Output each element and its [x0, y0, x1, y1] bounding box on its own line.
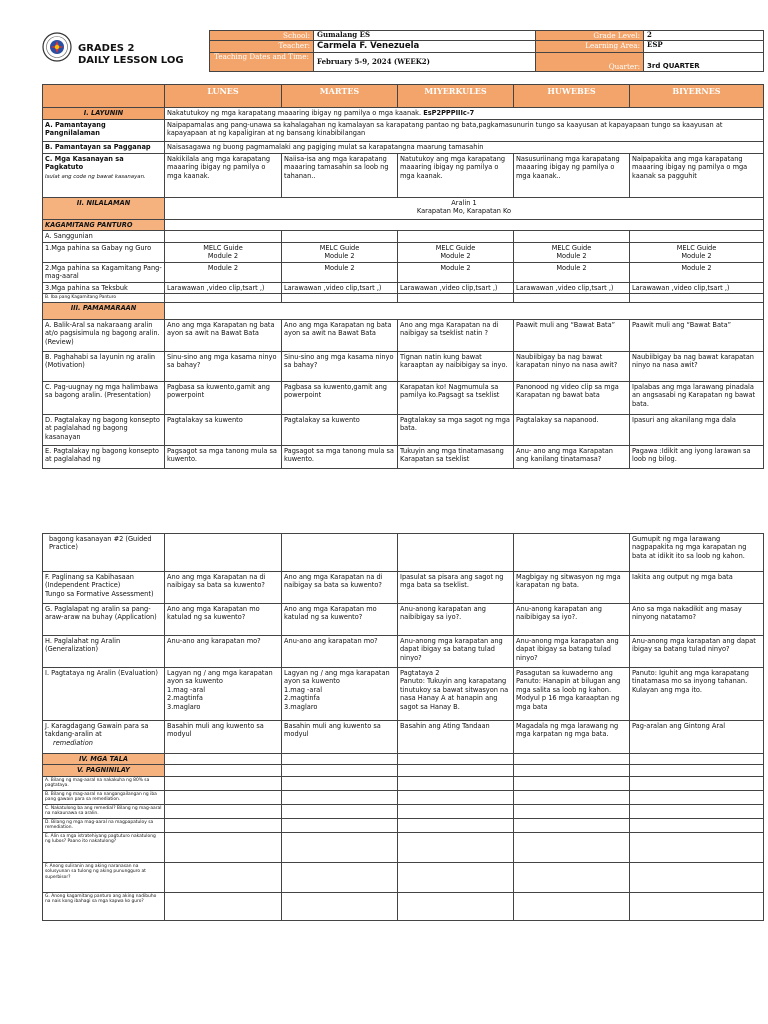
row-cell: Anu-anong karapatan ang naibibigay sa iyo?.: [514, 604, 630, 636]
row-cell: Pagtalakay sa mga sagot ng mga bata.: [398, 414, 514, 445]
blank-cell: [514, 294, 630, 303]
iba-pang-kagamitan-label: B. Iba pang Kagamitang Panturo: [43, 294, 165, 303]
school-label: School:: [210, 31, 314, 41]
row-cell: Anu-ano ang karapatan mo?: [282, 636, 398, 668]
kasanayan-cell: Naiisa-isa ang mga karapatang maaaring tamasahin sa loob ng tahanan..: [282, 154, 398, 198]
reflect-label: B. Bilang ng mag-aaral na nangangailangan ng iba pang gawain para sa remediation.: [43, 790, 165, 804]
blank-cell: [282, 804, 398, 818]
row-cell: Paawit muli ang “Bawat Bata”: [630, 319, 764, 351]
row-cell: Basahin ang Ating Tandaan: [398, 721, 514, 754]
kagamitang-mag-aaral-label: 2.Mga pahina sa Kagamitang Pang-mag-aaral: [43, 262, 165, 282]
gabay-guro-cell: MELC Guide Module 2: [165, 242, 282, 262]
day-biyernes: BIYERNES: [630, 85, 764, 108]
blank-cell: [514, 790, 630, 804]
blank-cell: [282, 862, 398, 892]
row-cell: Karapatan ko! Nagmumula sa pamilya ko.Pagsagt sa tseklist: [398, 381, 514, 414]
row-cell: [282, 534, 398, 572]
teksbuk-cell: Larawawan ,video clip,tsart ,): [630, 282, 764, 293]
area-value: ESP: [644, 41, 764, 53]
row-label: J. Karagdagang Gawain para sa takdang-aralin at remediation: [43, 721, 165, 754]
row-cell: Ano ang mga Karapatan na di naibigay sa tseklist natin ?: [398, 319, 514, 351]
row-cell: Magbigay ng sitwasyon ng mga karapatan ng bata.: [514, 572, 630, 604]
blank-cell: [398, 832, 514, 862]
blank-cell: [630, 818, 764, 832]
row-cell: Sinu-sino ang mga kasama ninyo sa bahay?: [282, 351, 398, 381]
pamantayan-pagganap-text: Naisasagawa ng buong pagmamalaki ang pagiging mulat sa karapatangna maarung tamasahin: [165, 142, 764, 154]
blank-cell: [165, 294, 282, 303]
row-cell: Pagtataya 2 Panuto: Tukuyin ang karapatang tinutukoy sa bawat sitwasyon na nasa Hanay A at hanapin ang sagot sa Hanay B.: [398, 668, 514, 721]
row-cell: Pagbasa sa kuwento,gamit ang powerpoint: [165, 381, 282, 414]
lesson-log-page2: [42, 533, 764, 921]
corner-cell: [43, 85, 165, 108]
lesson-log-page1: [42, 84, 764, 469]
blank-cell: [282, 832, 398, 862]
blank-cell: [398, 804, 514, 818]
grade-value: 2: [644, 31, 764, 41]
blank-cell: [630, 804, 764, 818]
mag-aaral-cell: Module 2: [514, 262, 630, 282]
row-cell: Naubiibigay ba nag bawat karapatan ninyo na nasa awit?: [514, 351, 630, 381]
row-label: F. Paglinang sa Kabihasaan (Independent Practice) Tungo sa Formative Assessment): [43, 572, 165, 604]
blank-cell: [514, 754, 630, 765]
row-cell: Ano ang mga Karapatan mo katulad ng sa kuwento?: [282, 604, 398, 636]
row-cell: Pagsagot sa mga tanong mula sa kuwento.: [282, 445, 398, 468]
row-cell: Basahin muli ang kuwento sa modyul: [165, 721, 282, 754]
blank-cell: [630, 765, 764, 776]
row-cell: Pag-aralan ang Gintong Aral: [630, 721, 764, 754]
row-cell: [165, 534, 282, 572]
row-label: H. Paglalahat ng Aralin (Generalization): [43, 636, 165, 668]
teksbuk-cell: Larawawan ,video clip,tsart ,): [398, 282, 514, 293]
row-cell: Panonood ng video clip sa mga Karapatan ng bawat bata: [514, 381, 630, 414]
row-cell: Anu-anong mga karapatan ang dapat ibigay sa batang tulad ninyo?: [398, 636, 514, 668]
blank-cell: [514, 776, 630, 790]
row-cell: Lagyan ng / ang mga karapatan ayon sa kuwento 1.mag -aral 2.magtinfa 3.maglaro: [282, 668, 398, 721]
row-cell: Naubiibigay ba nag bawat karapatan ninyo na nasa awit?: [630, 351, 764, 381]
school-value: Gumalang ES: [314, 31, 536, 41]
blank-cell: [165, 231, 282, 242]
blank-cell: [282, 776, 398, 790]
row-cell: Pagtalakay sa kuwento: [282, 414, 398, 445]
teacher-label: Teacher:: [210, 41, 314, 53]
blank-cell: [282, 765, 398, 776]
pamantayang-pangnilalaman-text: Naipapamalas ang pang-unawa sa kahalagahan ng kamalayan sa karapatang pantao ng bata,pagkamasunurin tungo sa kaayusan at kapayapaan tungo sa kaayusan at kapayapaan at ng kapaligiran at ng bansang kinabibilangan: [165, 120, 764, 142]
blank-cell: [398, 231, 514, 242]
doc-title: GRADES 2: [78, 43, 135, 54]
row-label: B. Paghahabi sa layunin ng aralin (Motivation): [43, 351, 165, 381]
dates-label: Teaching Dates and Time:: [210, 53, 314, 72]
blank-cell: [165, 302, 764, 319]
kasanayan-label: C. Mga Kasanayan sa Pagkatuto Isulat ang code ng bawat kasanayan.: [43, 154, 165, 198]
row-label: C. Pag-uugnay ng mga halimbawa sa bagong aralin. (Presentation): [43, 381, 165, 414]
row-cell: Magadala ng mga larawang ng mga karpatan ng mga bata.: [514, 721, 630, 754]
blank-cell: [282, 754, 398, 765]
kasanayan-cell: Nasusuriinang mga karapatang maaaring ibigay ng pamilya o mga kaanak..: [514, 154, 630, 198]
blank-cell: [165, 862, 282, 892]
reflect-label: F. Anong suliranin ang aking naranasan na solusyunan sa tulong ng aking punungguro at superbisor?: [43, 862, 165, 892]
pamamaraan-label: III. PAMAMARAAN: [43, 302, 165, 319]
day-miyerkules: MIYERKULES: [398, 85, 514, 108]
blank-cell: [282, 892, 398, 920]
row-label: G. Paglalapat ng aralin sa pang-araw-araw na buhay (Application): [43, 604, 165, 636]
teksbuk-cell: Larawawan ,video clip,tsart ,): [165, 282, 282, 293]
row-cell: Paawit muli ang “Bawat Bata”: [514, 319, 630, 351]
row-cell: Anu-anong mga karapatan ang dapat ibigay sa batang tulad ninyo?: [630, 636, 764, 668]
gabay-guro-cell: MELC Guide Module 2: [282, 242, 398, 262]
row-label: bagong kasanayan #2 (Guided Practice): [43, 534, 165, 572]
header-meta-table: [209, 30, 764, 72]
mag-aaral-cell: Module 2: [282, 262, 398, 282]
row-cell: Ano ang mga Karapatan mo katulad ng sa kuwento?: [165, 604, 282, 636]
row-label: E. Pagtalakay ng bagong konsepto at paglalahad ng: [43, 445, 165, 468]
blank-cell: [282, 231, 398, 242]
kasanayan-cell: Naipapakita ang mga karapatang maaaring ibigay ng pamilya o mga kaanak sa pagguhit: [630, 154, 764, 198]
blank-cell: [514, 765, 630, 776]
mag-aaral-cell: Module 2: [630, 262, 764, 282]
kasanayan-cell: Natutukoy ang mga karapatang maaaring ibigay ng pamilya o mga kaanak.: [398, 154, 514, 198]
blank-cell: [165, 892, 282, 920]
pagninilay-label: V. PAGNINILAY: [43, 765, 165, 776]
blank-cell: [398, 765, 514, 776]
blank-cell: [630, 832, 764, 862]
mga-tala-label: IV. MGA TALA: [43, 754, 165, 765]
blank-cell: [282, 818, 398, 832]
dates-value: February 5-9, 2024 (WEEK2): [314, 53, 536, 72]
blank-cell: [514, 818, 630, 832]
blank-cell: [398, 862, 514, 892]
row-cell: Ano ang mga Karapatan ng bata ayon sa awit na Bawat Bata: [282, 319, 398, 351]
teksbuk-cell: Larawawan ,video clip,tsart ,): [514, 282, 630, 293]
blank-cell: [630, 231, 764, 242]
row-cell: Ano ang mga Karapatan na di naibigay sa bata sa kuwento?: [165, 572, 282, 604]
blank-cell: [514, 832, 630, 862]
blank-cell: [514, 892, 630, 920]
blank-cell: [398, 754, 514, 765]
blank-cell: [165, 832, 282, 862]
blank-cell: [165, 804, 282, 818]
nilalaman-text: Aralin 1 Karapatan Mo, Karapatan Ko: [165, 198, 764, 220]
blank-cell: [165, 790, 282, 804]
row-cell: Pagtalakay sa kuwento: [165, 414, 282, 445]
blank-cell: [630, 790, 764, 804]
teacher-value: Carmela F. Venezuela: [314, 41, 536, 53]
quarter-value: 3rd QUARTER: [644, 53, 764, 72]
row-cell: Anu-ano ang karapatan mo?: [165, 636, 282, 668]
quarter-label: Quarter:: [536, 53, 644, 72]
reflect-label: D. Bilang ng mga mag-aaral na magpapatuloy sa remediation.: [43, 818, 165, 832]
gabay-guro-label: 1.Mga pahina sa Gabay ng Guro: [43, 242, 165, 262]
kagamitang-label: KAGAMITANG PANTURO: [43, 220, 165, 231]
row-cell: Gumupit ng mga larawang nagpapakita ng mga karapatan ng bata at idikit ito sa loob ng kahon.: [630, 534, 764, 572]
row-cell: Ipasuri ang akanilang mga dala: [630, 414, 764, 445]
nilalaman-label: II. NILALAMAN: [43, 198, 165, 220]
gabay-guro-cell: MELC Guide Module 2: [398, 242, 514, 262]
row-cell: Pagsagot sa mga tanong mula sa kuwento.: [165, 445, 282, 468]
row-cell: [398, 534, 514, 572]
teksbuk-cell: Larawawan ,video clip,tsart ,): [282, 282, 398, 293]
blank-cell: [514, 862, 630, 892]
blank-cell: [514, 231, 630, 242]
day-martes: MARTES: [282, 85, 398, 108]
row-label: A. Balik-Aral sa nakaraang aralin at/o pagsisimula ng bagong aralin.(Review): [43, 319, 165, 351]
row-cell: Ano ang mga Karapatan ng bata ayon sa awit na Bawat Bata: [165, 319, 282, 351]
row-cell: Tignan natin kung bawat karaaptan ay naibibigay sa inyo.: [398, 351, 514, 381]
blank-cell: [398, 892, 514, 920]
pamantayang-pangnilalaman-label: A. Pamantayang Pangnilalaman: [43, 120, 165, 142]
row-cell: Pagtalakay sa napanood.: [514, 414, 630, 445]
mag-aaral-cell: Module 2: [165, 262, 282, 282]
blank-cell: [165, 220, 764, 231]
row-cell: Ano sa mga nakadikit ang masay ninyong natatamo?: [630, 604, 764, 636]
row-cell: Anu- ano ang mga Karapatan ang kanilang tinatamasa?: [514, 445, 630, 468]
kasanayan-cell: Nakikilala ang mga karapatang maaaring ibigay ng pamilya o mga kaanak.: [165, 154, 282, 198]
row-cell: Sinu-sino ang mga kasama ninyo sa bahay?: [165, 351, 282, 381]
reflect-label: A. Bilang ng mag-aaral na nakakuha ng 80% sa pagtataya.: [43, 776, 165, 790]
sanggunian-label: A. Sanggunian: [43, 231, 165, 242]
blank-cell: [398, 776, 514, 790]
blank-cell: [630, 892, 764, 920]
row-cell: Panuto: Iguhit ang mga karapatang tinatamasa mo sa inyong tahanan. Kulayan ang mga ito.: [630, 668, 764, 721]
area-label: Learning Area:: [536, 41, 644, 53]
blank-cell: [398, 790, 514, 804]
pamantayan-pagganap-label: B. Pamantayan sa Pagganap: [43, 142, 165, 154]
reflect-label: G. Anong kagamitang panturo ang aking nadibuho na nais kong ibahagi sa mga kapwa ko guro?: [43, 892, 165, 920]
row-label: I. Pagtataya ng Aralin (Evaluation): [43, 668, 165, 721]
row-cell: [514, 534, 630, 572]
blank-cell: [630, 862, 764, 892]
deped-seal-icon: [42, 32, 72, 62]
blank-cell: [398, 818, 514, 832]
day-huwebes: HUWEBES: [514, 85, 630, 108]
blank-cell: [165, 776, 282, 790]
gabay-guro-cell: MELC Guide Module 2: [630, 242, 764, 262]
row-cell: Ipalabas ang mga larawang pinadala an angsasabi ng Karapatan ng bawat bata.: [630, 381, 764, 414]
mag-aaral-cell: Module 2: [398, 262, 514, 282]
layunin-label: I. LAYUNIN: [43, 108, 165, 120]
day-lunes: LUNES: [165, 85, 282, 108]
grade-label: Grade Level:: [536, 31, 644, 41]
gabay-guro-cell: MELC Guide Module 2: [514, 242, 630, 262]
blank-cell: [630, 776, 764, 790]
blank-cell: [630, 294, 764, 303]
teksbuk-label: 3.Mga pahina sa Teksbuk: [43, 282, 165, 293]
layunin-text: Nakatutukoy ng mga karapatang maaaring ibigay ng pamilya o mga kaanak. EsP2PPPIIIc-7: [165, 108, 764, 120]
doc-subtitle: DAILY LESSON LOG: [78, 55, 184, 66]
row-cell: Pagbasa sa kuwento,gamit ang powerpoint: [282, 381, 398, 414]
blank-cell: [514, 804, 630, 818]
row-cell: Pagawa :Idikit ang iyong larawan sa loob ng bilog.: [630, 445, 764, 468]
row-label: D. Pagtalakay ng bagong konsepto at paglalahad ng bagong kasanayan: [43, 414, 165, 445]
row-cell: Basahin muli ang kuwento sa modyul: [282, 721, 398, 754]
row-cell: Tukuyin ang mga tinatamasang Karapatan sa tseklist: [398, 445, 514, 468]
blank-cell: [398, 294, 514, 303]
reflect-label: E. Alin sa mga istratehiyang pagtuturo nakatulong ng lubos? Paano ito nakatulong?: [43, 832, 165, 862]
row-cell: Lagyan ng / ang mga karapatan ayon sa kuwento 1.mag -aral 2.magtinfa 3.maglaro: [165, 668, 282, 721]
row-cell: Pasagutan sa kuwaderno ang Panuto: Hanapin at bilugan ang mga salita sa loob ng kahon. Modyul p 16 mga karaaptan ng mga bata: [514, 668, 630, 721]
row-cell: Ano ang mga Karapatan na di naibigay sa bata sa kuwento?: [282, 572, 398, 604]
row-cell: Iakita ang output ng mga bata: [630, 572, 764, 604]
row-cell: Anu-anong mga karapatan ang dapat ibigay sa batang tulad ninyo?: [514, 636, 630, 668]
blank-cell: [165, 818, 282, 832]
row-cell: Ipasulat sa pisara ang sagot ng mga bata sa tseklist.: [398, 572, 514, 604]
blank-cell: [165, 765, 282, 776]
blank-cell: [630, 754, 764, 765]
blank-cell: [282, 294, 398, 303]
row-cell: Anu-anong karapatan ang naibibigay sa iyo?.: [398, 604, 514, 636]
blank-cell: [165, 754, 282, 765]
blank-cell: [282, 790, 398, 804]
reflect-label: C. Nakatulong ba ang remedial? Bilang ng mag-aaral na nakaunawa sa aralin.: [43, 804, 165, 818]
